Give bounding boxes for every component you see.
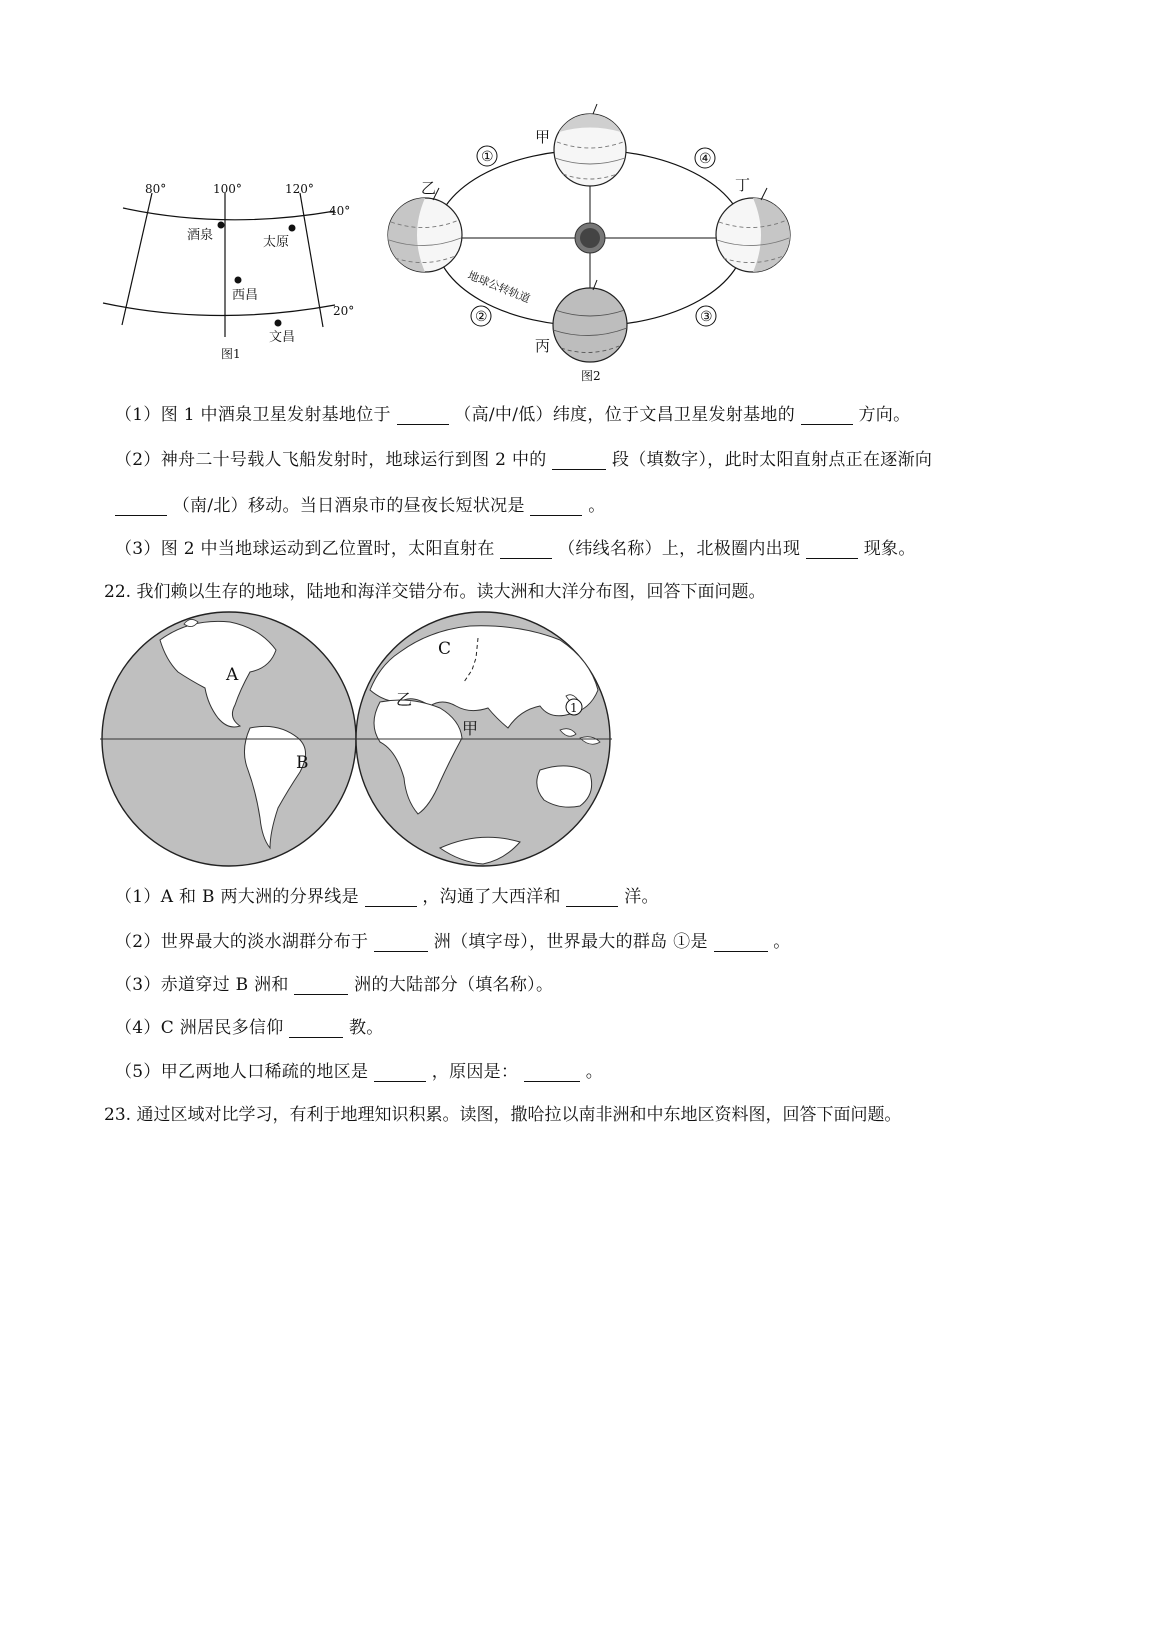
city-wenchang: 文昌 (269, 330, 296, 345)
q21-part2-line2 (115, 491, 606, 516)
q22-part5 (115, 1057, 603, 1082)
city-jiuquan: 酒泉 (187, 228, 214, 243)
q21-part2-text-d: 。 (588, 496, 606, 516)
label-archipelago-1: 1 (570, 701, 578, 715)
q22-part5-text-b: ，原因是： (431, 1062, 519, 1082)
q21-part1-text-c: 方向。 (858, 405, 911, 425)
earth-bing (553, 280, 627, 362)
q22-part4 (115, 1013, 384, 1038)
figure-1-caption: 图1 (221, 347, 241, 361)
q21-part3-text-b: （纬线名称）上，北极圈内出现 (558, 539, 801, 559)
label-jia: 甲 (462, 719, 479, 738)
world-map (100, 610, 612, 868)
answer-blank[interactable] (714, 934, 768, 952)
pos-bing: 丙 (535, 337, 551, 355)
label-a: A (226, 665, 239, 685)
q22-part3-text-b: 洲的大陆部分（填名称）。 (354, 975, 554, 995)
earth-jia (554, 104, 626, 186)
answer-blank[interactable] (530, 498, 582, 516)
q21-part2-text-b: 段（填数字），此时太阳直射点正在逐渐向 (611, 450, 933, 470)
earth-yi (388, 188, 462, 272)
q21-part3-text-c: 现象。 (863, 539, 916, 559)
wenchang-dot (275, 320, 282, 327)
answer-blank[interactable] (374, 934, 428, 952)
city-taiyuan: 太原 (263, 235, 290, 250)
q21-part1-text-a: （1）图 1 中酒泉卫星发射基地位于 (115, 405, 391, 425)
q22-part1-text-a: （1）A 和 B 两大洲的分界线是 (115, 887, 359, 907)
q22-part3 (115, 970, 553, 995)
q21-part3 (115, 534, 916, 559)
answer-blank[interactable] (294, 977, 348, 995)
q22-part2-text-b: 洲（填字母），世界最大的群岛 ①是 (433, 932, 708, 952)
pos-jia: 甲 (535, 128, 551, 146)
q21-part2-text-a: （2）神舟二十号载人飞船发射时，地球运行到图 2 中的 (115, 450, 547, 470)
q22-part5-text-c: 。 (585, 1062, 604, 1082)
q22-part2-text-c: 。 (773, 932, 791, 952)
segment-3: ③ (700, 309, 713, 325)
q21-part1-text-b: （高/中/低）纬度，位于文昌卫星发射基地的 (454, 405, 796, 425)
taiyuan-dot (289, 225, 296, 232)
figure-2-caption: 图2 (581, 369, 601, 383)
earth-ding (716, 188, 790, 272)
jiuquan-dot (218, 222, 225, 229)
q22-part3-text-a: （3）赤道穿过 B 洲和 (115, 975, 289, 995)
lat-20: 20° (333, 304, 355, 318)
answer-blank[interactable] (374, 1064, 426, 1082)
label-b: B (296, 753, 309, 773)
segment-1: ① (481, 149, 494, 165)
lon-80: 80° (145, 182, 167, 196)
lon-100: 100° (213, 182, 242, 196)
answer-blank[interactable] (115, 498, 167, 516)
q21-part2-line1 (115, 445, 932, 470)
q21-part1 (115, 400, 910, 425)
q22-stem: 22. 我们赖以生存的地球，陆地和海洋交错分布。读大洲和大洋分布图，回答下面问题。 (104, 582, 766, 602)
answer-blank[interactable] (397, 407, 449, 425)
answer-blank[interactable] (289, 1020, 343, 1038)
answer-blank[interactable] (524, 1064, 580, 1082)
q21-part2-text-c: （南/北）移动。当日酒泉市的昼夜长短状况是 (172, 496, 525, 516)
answer-blank[interactable] (566, 889, 618, 907)
label-yi: 乙 (396, 690, 413, 709)
xichang-dot (235, 277, 242, 284)
label-c: C (438, 639, 452, 659)
q22-part1-text-c: 洋。 (624, 887, 659, 907)
q22-part1-text-b: ，沟通了大西洋和 (422, 887, 561, 907)
q22-part1 (115, 882, 659, 907)
figure-2-orbit (383, 98, 828, 388)
pos-yi: 乙 (421, 179, 437, 197)
lat-40: 40° (329, 204, 351, 218)
q22-part4-text-a: （4）C 洲居民多信仰 (115, 1018, 284, 1038)
q22-part2-text-a: （2）世界最大的淡水湖群分布于 (115, 932, 369, 952)
answer-blank[interactable] (552, 452, 606, 470)
q21-part3-text-a: （3）图 2 中当地球运动到乙位置时，太阳直射在 (115, 539, 495, 559)
pos-ding: 丁 (735, 176, 751, 194)
segment-4: ④ (699, 151, 712, 167)
q22-part4-text-b: 教。 (348, 1018, 384, 1038)
orbit-label: 地球公转轨道 (465, 268, 532, 306)
answer-blank[interactable] (806, 541, 858, 559)
city-xichang: 西昌 (232, 288, 259, 303)
q22-part2 (115, 927, 791, 952)
answer-blank[interactable] (801, 407, 853, 425)
q22-part5-text-a: （5）甲乙两地人口稀疏的地区是 (115, 1062, 369, 1082)
answer-blank[interactable] (500, 541, 552, 559)
answer-blank[interactable] (365, 889, 417, 907)
figure-1-map (95, 175, 370, 375)
segment-2: ② (475, 309, 488, 325)
q23-stem: 23. 通过区域对比学习，有利于地理知识积累。读图，撒哈拉以南非洲和中东地区资料图，回答下面问题。 (104, 1105, 902, 1125)
lon-120: 120° (285, 182, 314, 196)
